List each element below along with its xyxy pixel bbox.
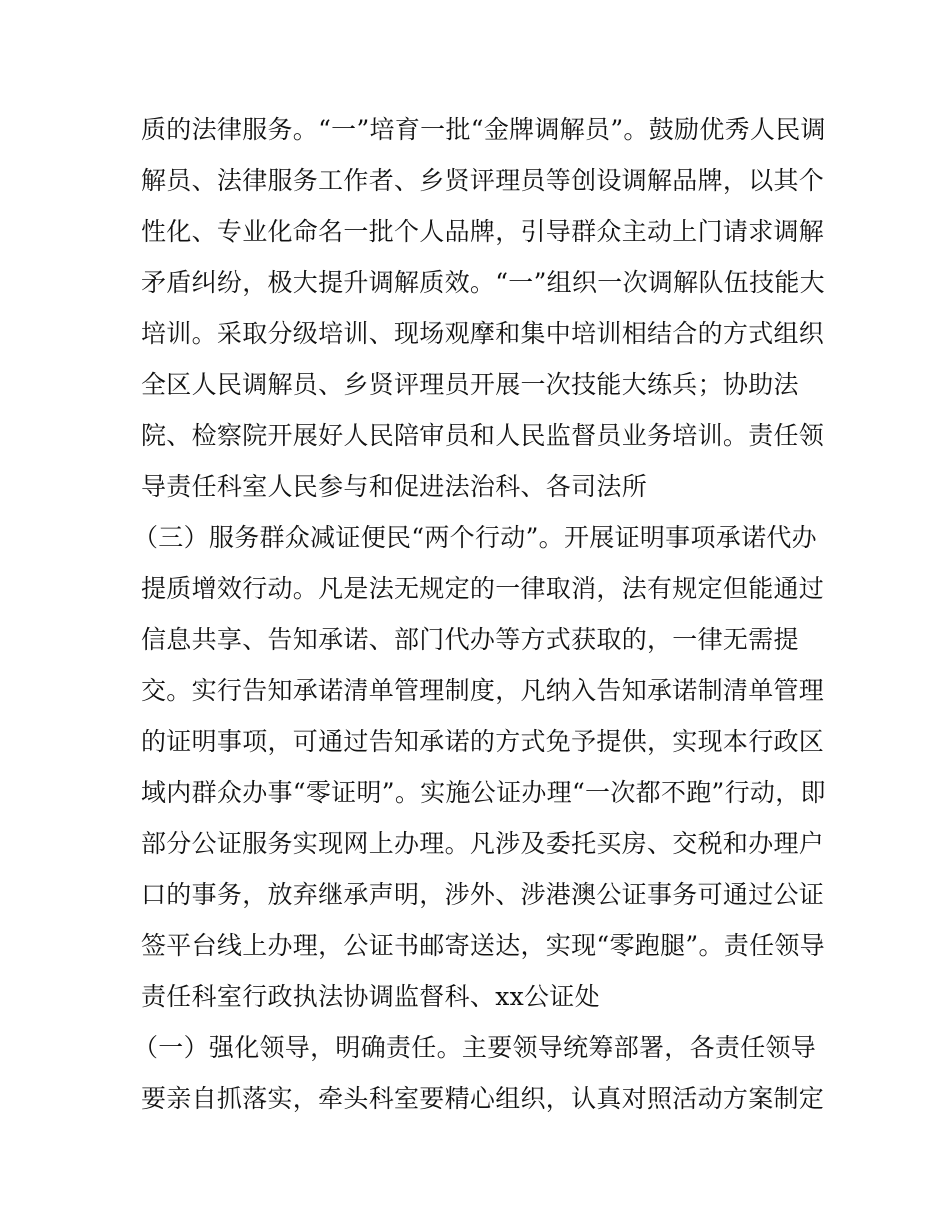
- text-line: 质的法律服务。“一”培育一批“金牌调解员”。鼓励优秀人民调: [141, 115, 826, 144]
- text-line: 口的事务，放弃继承声明，涉外、涉港澳公证事务可通过公证: [141, 880, 825, 909]
- text-line: 培训。采取分级培训、现场观摩和集中培训相结合的方式组织: [141, 319, 825, 348]
- text-line: 部分公证服务实现网上办理。凡涉及委托买房、交税和办理户: [141, 829, 825, 858]
- text-line: 的证明事项，可通过告知承诺的方式免予提供，实现本行政区: [141, 727, 825, 756]
- text-line: 性化、专业化命名一批个人品牌，引导群众主动上门请求调解: [141, 217, 825, 246]
- section-heading-line: （一）强化领导，明确责任。主要领导统筹部署，各责任领导: [133, 1033, 817, 1062]
- document-body: [133, 104, 826, 1124]
- text-line: 责任科室行政执法协调监督科、xx公证处: [141, 982, 600, 1011]
- text-line: 要亲自抓落实，牵头科室要精心组织，认真对照活动方案制定: [141, 1084, 825, 1113]
- text-line: 矛盾纠纷，极大提升调解质效。“一”组织一次调解队伍技能大: [141, 268, 825, 297]
- text-line: 信息共享、告知承诺、部门代办等方式获取的，一律无需提: [141, 625, 799, 654]
- text-line: 院、检察院开展好人民陪审员和人民监督员业务培训。责任领: [141, 421, 825, 450]
- text-line: 导责任科室人民参与和促进法治科、各司法所: [141, 472, 648, 501]
- text-line: 解员、法律服务工作者、乡贤评理员等创设调解品牌，以其个: [141, 166, 825, 195]
- text-line: 提质增效行动。凡是法无规定的一律取消，法有规定但能通过: [141, 574, 825, 603]
- section-heading-line: （三）服务群众减证便民“两个行动”。开展证明事项承诺代办: [133, 523, 817, 552]
- text-line: 域内群众办事“零证明”。实施公证办理“一次都不跑”行动，即: [141, 778, 826, 807]
- text-line: 全区人民调解员、乡贤评理员开展一次技能大练兵；协助法: [141, 370, 799, 399]
- text-line: 交。实行告知承诺清单管理制度，凡纳入告知承诺制清单管理: [141, 676, 825, 705]
- text-line: 签平台线上办理，公证书邮寄送达，实现“零跑腿”。责任领导: [141, 931, 825, 960]
